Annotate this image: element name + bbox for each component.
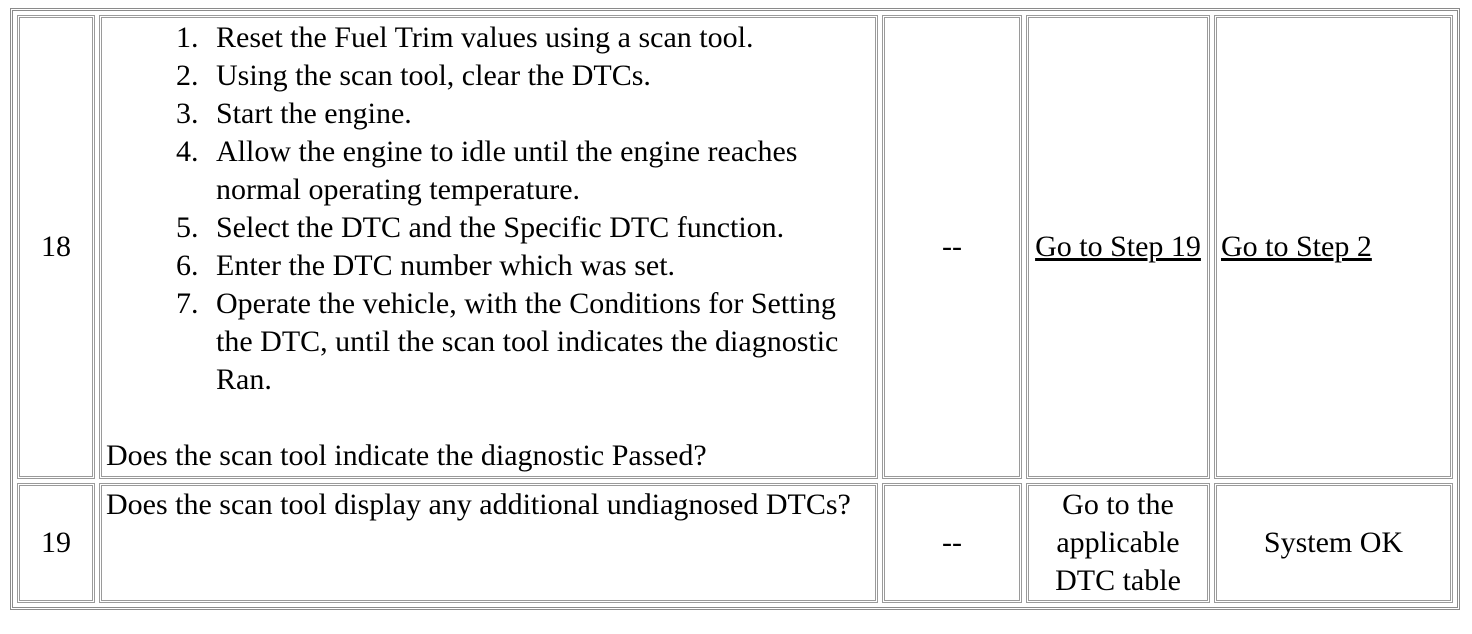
action-step: 3. Start the engine.: [206, 95, 871, 133]
no-cell: [1214, 15, 1453, 479]
action-step: 5. Select the DTC and the Specific DTC function.: [206, 209, 871, 247]
diagnostic-table: [10, 8, 1460, 610]
step-number: 19: [17, 483, 95, 603]
action-step: 1. Reset the Fuel Trim values using a scan tool.: [206, 19, 871, 57]
value-cell: --: [882, 15, 1022, 479]
no-cell: System OK: [1214, 483, 1453, 603]
table-row: [17, 15, 1453, 479]
yes-cell: Go to the applicable DTC table: [1026, 483, 1210, 603]
action-step: 2. Using the scan tool, clear the DTCs.: [206, 57, 871, 95]
yes-cell: [1026, 15, 1210, 479]
action-steps-list: [106, 19, 871, 399]
step-question: Does the scan tool indicate the diagnostic Passed?: [106, 439, 707, 472]
step-question: Does the scan tool display any additional undiagnosed DTCs?: [106, 488, 851, 521]
table-row: [17, 483, 1453, 603]
action-step: 6. Enter the DTC number which was set.: [206, 247, 871, 285]
action-step: 4. Allow the engine to idle until the engine reaches normal operating temperature.: [206, 133, 871, 209]
action-cell: [99, 483, 878, 603]
go-to-step-2-link[interactable]: Go to Step 2: [1221, 230, 1372, 263]
go-to-step-19-link[interactable]: Go to Step 19: [1035, 230, 1201, 263]
step-number: 18: [17, 15, 95, 479]
value-cell: --: [882, 483, 1022, 603]
action-cell: [99, 15, 878, 479]
action-step: 7. Operate the vehicle, with the Conditions for Setting the DTC, until the scan tool indicates the diagnostic Ran.: [206, 285, 871, 399]
